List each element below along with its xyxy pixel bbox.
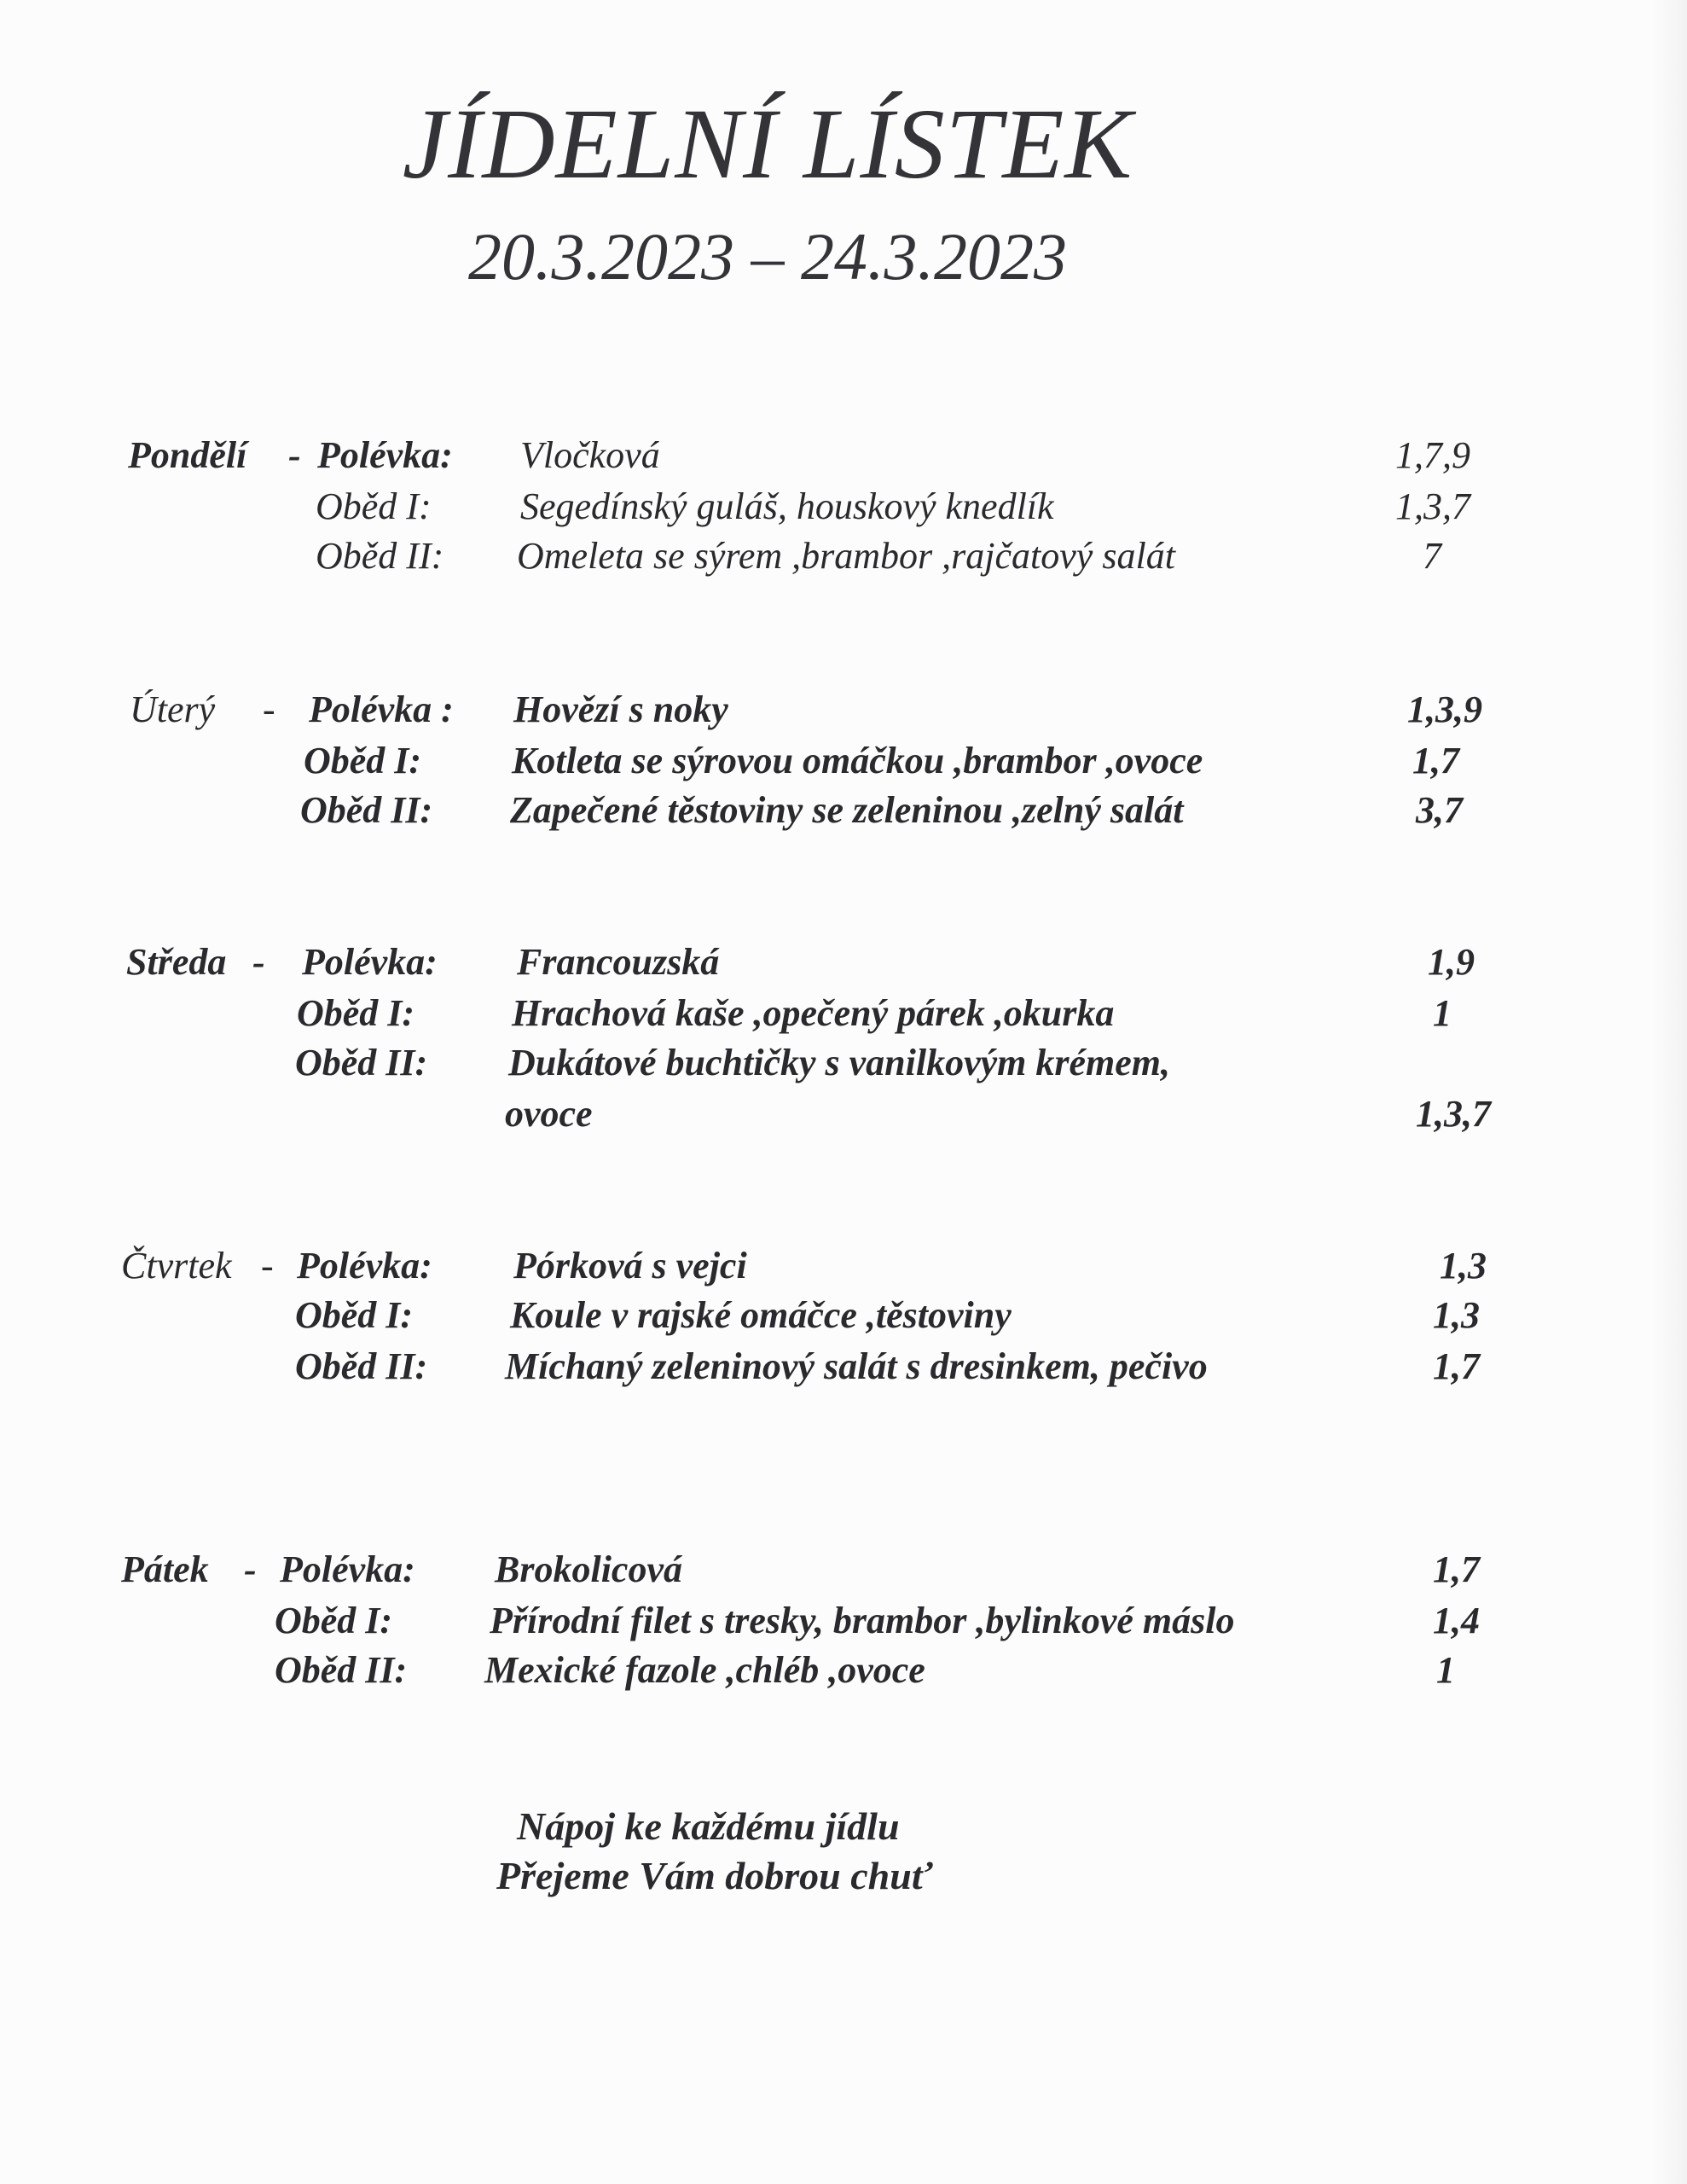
footer-greeting: Přejeme Vám dobrou chuť [496, 1854, 933, 1897]
label-friday-soup: Polévka: [280, 1548, 415, 1590]
dish-wednesday-soup: Francouzská [517, 941, 720, 983]
dish-wednesday-lunch1: Hrachová kaše ,opečený párek ,okurka [512, 992, 1115, 1034]
allergens-wednesday-soup: 1,9 [1428, 941, 1475, 983]
footer-drink-note: Nápoj ke každému jídlu [517, 1804, 900, 1848]
page-title: JÍDELNÍ LÍSTEK [402, 88, 1133, 200]
dish-wednesday-lunch2: Dukátové buchtičky s vanilkovým krémem, [508, 1042, 1170, 1083]
label-tuesday-soup: Polévka : [309, 688, 454, 730]
dish-friday-lunch2: Mexické fazole ,chléb ,ovoce [484, 1649, 925, 1691]
allergens-thursday-lunch1: 1,3 [1433, 1294, 1480, 1336]
dish-wednesday-lunch2-cont: ovoce [505, 1093, 593, 1135]
label-monday-lunch1: Oběd I: [316, 485, 432, 527]
allergens-friday-lunch1: 1,4 [1433, 1600, 1480, 1641]
allergens-tuesday-lunch1: 1,7 [1412, 740, 1459, 781]
day-separator-monday: - [288, 434, 301, 476]
allergens-monday-soup: 1,7,9 [1395, 434, 1470, 476]
allergens-thursday-soup: 1,3 [1440, 1245, 1487, 1287]
label-friday-lunch1: Oběd I: [275, 1600, 393, 1641]
day-name-thursday: Čtvrtek [121, 1245, 232, 1287]
allergens-thursday-lunch2: 1,7 [1433, 1345, 1480, 1387]
allergens-monday-lunch1: 1,3,7 [1395, 485, 1470, 527]
label-friday-lunch2: Oběd II: [275, 1649, 408, 1691]
dish-tuesday-lunch2: Zapečené těstoviny se zeleninou ,zelný salát [510, 789, 1184, 831]
dish-thursday-lunch2: Míchaný zeleninový salát s dresinkem, pečivo [505, 1345, 1208, 1387]
label-wednesday-lunch1: Oběd I: [297, 992, 415, 1034]
day-separator-tuesday: - [263, 688, 275, 730]
label-tuesday-lunch1: Oběd I: [304, 740, 422, 781]
label-thursday-lunch2: Oběd II: [295, 1345, 428, 1387]
label-wednesday-soup: Polévka: [302, 941, 438, 983]
dish-tuesday-lunch1: Kotleta se sýrovou omáčkou ,brambor ,ovoce [512, 740, 1203, 781]
dish-friday-lunch1: Přírodní filet s tresky, brambor ,bylinkové máslo [490, 1600, 1235, 1641]
day-name-wednesday: Středa [126, 941, 227, 983]
dish-tuesday-soup: Hovězí s noky [513, 688, 728, 730]
day-name-tuesday: Úterý [130, 688, 216, 730]
allergens-tuesday-soup: 1,3,9 [1407, 688, 1482, 730]
label-thursday-soup: Polévka: [297, 1245, 432, 1287]
allergens-friday-lunch2: 1 [1436, 1649, 1455, 1691]
day-separator-friday: - [244, 1548, 257, 1590]
dish-friday-soup: Brokolicová [495, 1548, 682, 1590]
day-name-monday: Pondělí [128, 434, 247, 476]
dish-monday-lunch2: Omeleta se sýrem ,brambor ,rajčatový salát [517, 535, 1175, 577]
scan-edge-shadow [1653, 0, 1687, 2184]
dish-thursday-soup: Pórková s vejci [513, 1245, 747, 1287]
label-wednesday-lunch2: Oběd II: [295, 1042, 428, 1083]
allergens-wednesday-lunch2: 1,3,7 [1416, 1093, 1491, 1135]
allergens-wednesday-lunch1: 1 [1433, 992, 1452, 1034]
dish-monday-soup: Vločková [520, 434, 660, 476]
label-tuesday-lunch2: Oběd II: [300, 789, 433, 831]
date-range: 20.3.2023 – 24.3.2023 [468, 219, 1067, 293]
day-separator-wednesday: - [252, 941, 265, 983]
allergens-tuesday-lunch2: 3,7 [1416, 789, 1463, 831]
day-name-friday: Pátek [121, 1548, 209, 1590]
dish-thursday-lunch1: Koule v rajské omáčce ,těstoviny [510, 1294, 1012, 1336]
label-thursday-lunch1: Oběd I: [295, 1294, 414, 1336]
dish-monday-lunch1: Segedínský guláš, houskový knedlík [520, 485, 1054, 527]
label-monday-lunch2: Oběd II: [316, 535, 444, 577]
day-separator-thursday: - [261, 1245, 274, 1287]
label-monday-soup: Polévka: [317, 434, 453, 476]
allergens-friday-soup: 1,7 [1433, 1548, 1480, 1590]
allergens-monday-lunch2: 7 [1423, 535, 1441, 577]
